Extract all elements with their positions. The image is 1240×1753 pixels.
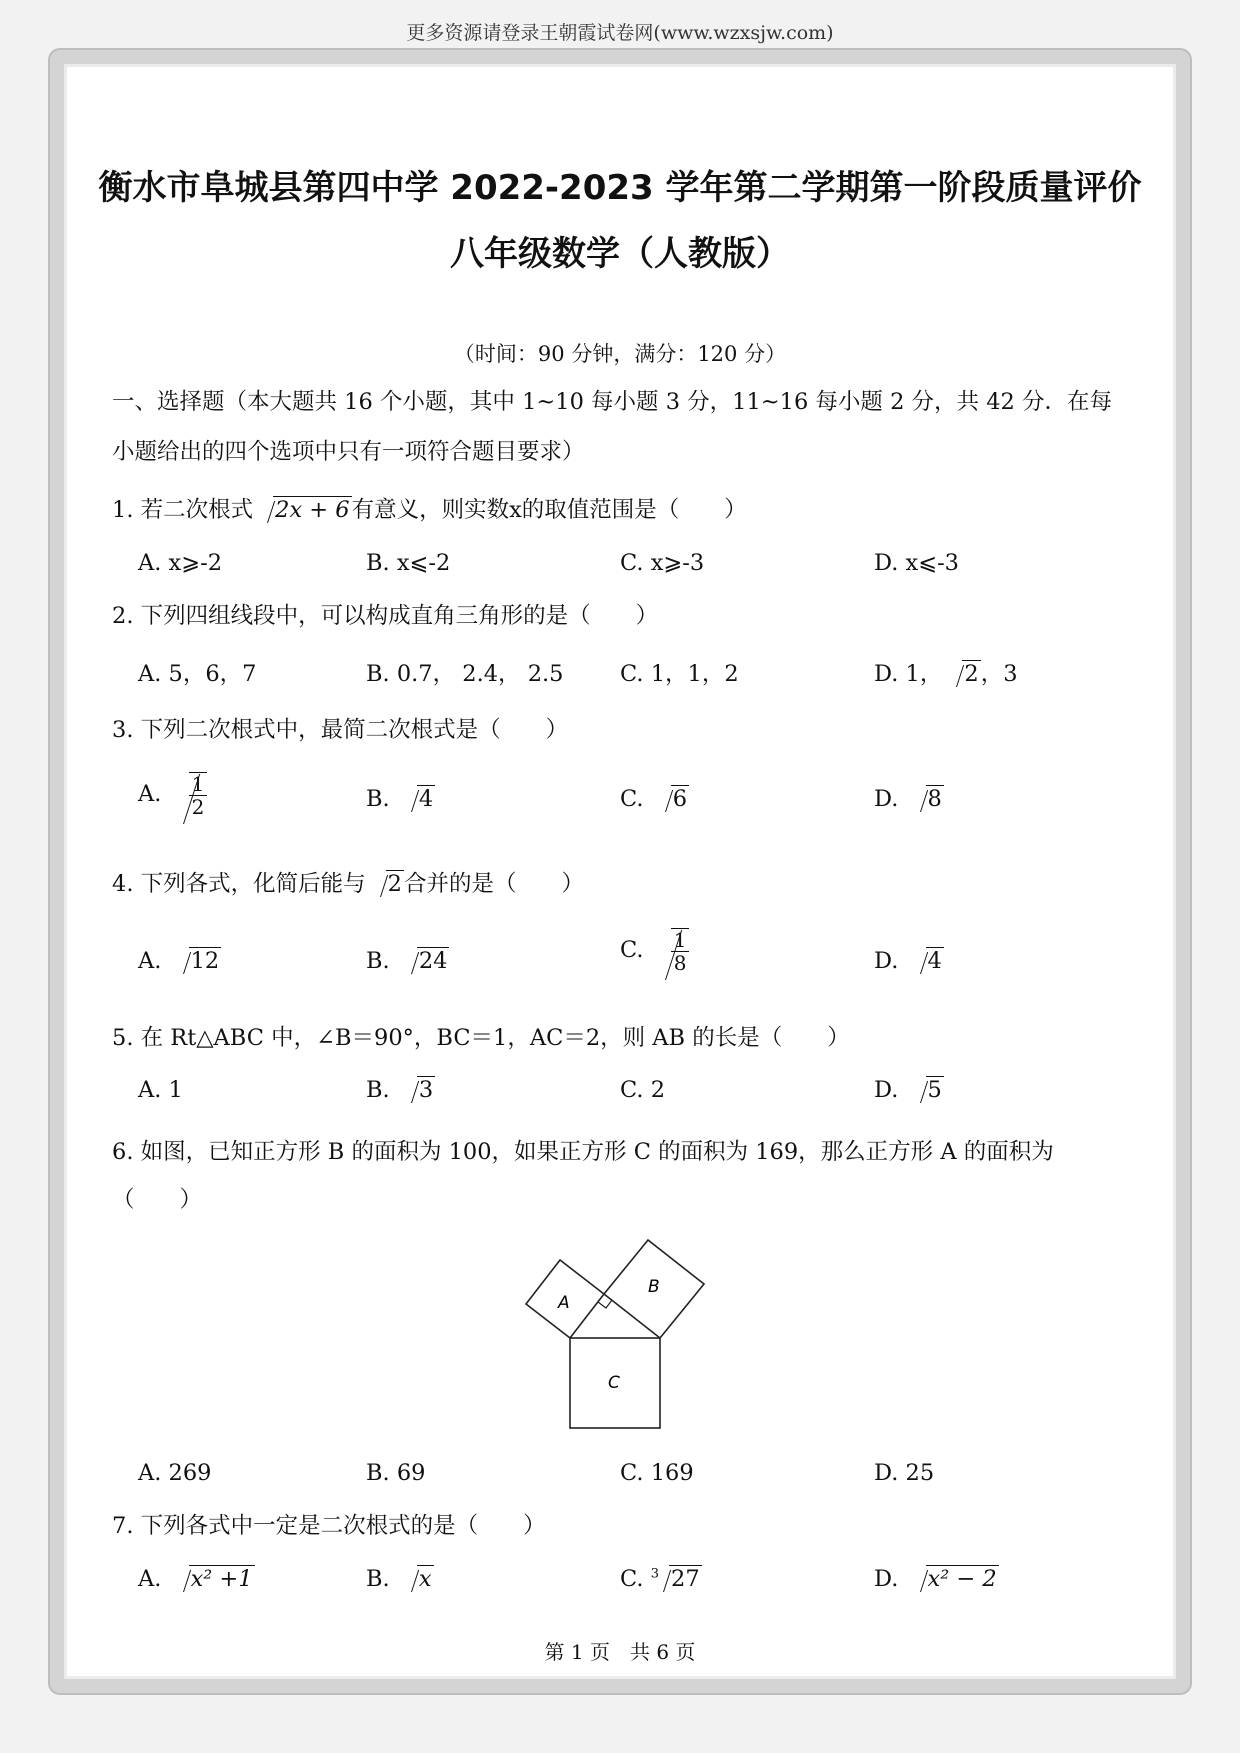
option-d: D. 25	[874, 1460, 935, 1486]
sqrt-expression: 6	[655, 786, 689, 812]
option-a: A. 5，6，7	[138, 661, 257, 687]
question-1-post: 有意义，则实数x的取值范围是（ ）	[351, 497, 747, 523]
option-b: B. 3	[366, 1077, 434, 1103]
option-a: A. 12	[138, 948, 220, 974]
option-c: C. 6	[620, 786, 688, 812]
option-c: C. x⩾-3	[620, 550, 705, 576]
option-a: A. x² +1	[138, 1566, 253, 1592]
exam-title: 衡水市阜城县第四中学 2022-2023 学年第二学期第一阶段质量评价	[98, 168, 1142, 208]
question-6-options	[138, 1460, 1138, 1500]
question-5-options	[138, 1077, 1138, 1117]
exam-meta: （时间：90 分钟，满分：120 分）	[453, 342, 787, 366]
squares-diagram	[520, 1232, 710, 1432]
option-d: D. 8	[874, 786, 942, 812]
sqrt-expression: 24	[401, 948, 450, 974]
question-1-options	[138, 550, 1138, 590]
sqrt-expression: 5	[910, 1077, 944, 1103]
question-2-options	[138, 656, 1138, 696]
exam-subtitle: 八年级数学（人教版）	[450, 234, 790, 274]
option-b: B. 0.7， 2.4， 2.5	[366, 661, 564, 687]
option-c: C. 1，1，2	[620, 661, 739, 687]
question-1-pre: 1. 若二次根式	[112, 497, 254, 523]
option-c: C. 2	[620, 1077, 666, 1103]
sqrt-expression: 2	[946, 661, 980, 687]
option-b: B. x	[366, 1566, 432, 1592]
option-d: D. x² − 2	[874, 1566, 997, 1592]
sqrt-expression: 8	[910, 786, 944, 812]
option-c: C. 169	[620, 1460, 694, 1486]
option-c: C. $^3$ 27	[620, 1566, 700, 1592]
question-4-options	[138, 928, 1138, 998]
question-3: 3. 下列二次根式中，最简二次根式是（ ）	[112, 717, 569, 743]
root-index: 3	[650, 1566, 660, 1582]
sqrt-expression: 4	[401, 786, 435, 812]
sqrt-expression: x	[401, 1566, 434, 1592]
sqrt-fraction: $\frac{1}{2}$	[173, 772, 208, 818]
question-5: 5. 在 Rt△ABC 中，∠B＝90°，BC＝1，AC＝2，则 AB 的长是（ ）	[112, 1025, 850, 1051]
sqrt-fraction: $\frac{1}{8}$	[655, 928, 690, 974]
label-c: C	[608, 1373, 620, 1393]
question-7: 7. 下列各式中一定是二次根式的是（ ）	[112, 1513, 546, 1539]
option-b: B. 4	[366, 786, 434, 812]
option-b: B. x⩽-2	[366, 550, 451, 576]
page-footer: 第 1 页 共 6 页	[544, 1640, 696, 1664]
option-d: D. x⩽-3	[874, 550, 960, 576]
option-d: D. 5	[874, 1077, 942, 1103]
label-b: B	[648, 1277, 660, 1297]
question-4: 4. 下列各式，化简后能与 2合并的是（ ）	[112, 871, 584, 897]
option-d: D. 4	[874, 948, 942, 974]
question-7-options	[138, 1566, 1138, 1606]
question-2: 2. 下列四组线段中，可以构成直角三角形的是（ ）	[112, 603, 659, 629]
sqrt-expression: 4	[910, 948, 944, 974]
option-a: A. 1	[138, 1077, 183, 1103]
option-a: A. 269	[138, 1460, 212, 1486]
right-angle-mark	[598, 1300, 612, 1308]
question-6: 6. 如图，已知正方形 B 的面积为 100，如果正方形 C 的面积为 169，那么正方形 A 的面积为	[112, 1139, 1054, 1165]
option-b: B. 24	[366, 948, 448, 974]
option-c: C. $\frac{1}{8}$	[620, 928, 689, 974]
cube-root-expression: 27	[653, 1566, 702, 1592]
option-d: D. 1， 2，3	[874, 661, 1018, 687]
option-a: A. x⩾-2	[138, 550, 223, 576]
sqrt-expression: 3	[401, 1077, 435, 1103]
option-a: A. $\frac{1}{2}$	[138, 772, 207, 818]
question-3-options	[138, 772, 1138, 832]
sqrt-expression: x² − 2	[910, 1566, 999, 1592]
sqrt-expression: 2	[370, 871, 404, 897]
label-a: A	[558, 1293, 570, 1313]
sqrt-expression: 2x + 6	[257, 497, 351, 523]
sqrt-expression: 12	[173, 948, 222, 974]
section-heading: 一、选择题（本大题共 16 个小题，其中 1~10 每小题 3 分，11~16 每小题 2 分，共 42 分．在每小题给出的四个选项中只有一项符合题目要求）	[112, 389, 1112, 465]
option-b: B. 69	[366, 1460, 426, 1486]
source-note: 更多资源请登录王朝霞试卷网(www.wzxsjw.com)	[406, 22, 834, 44]
sqrt-expression: x² +1	[173, 1566, 255, 1592]
question-1	[112, 492, 1132, 524]
question-6-blank: （ ）	[112, 1187, 203, 1213]
